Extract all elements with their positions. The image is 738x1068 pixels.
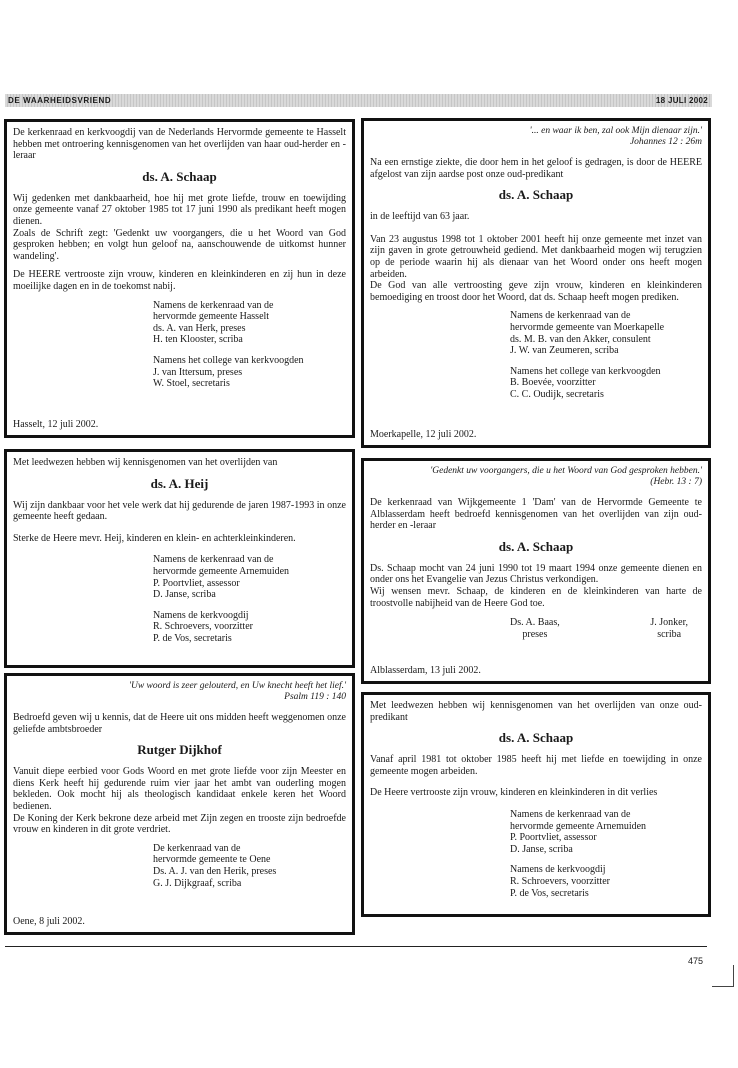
obituary-intro: Na een ernstige ziekte, die door hem in het geloof is gedragen, is door de HEERE afgelost van zijn aardse post onze oud-predikant [370,157,702,180]
obituary-name: ds. A. Schaap [498,187,574,203]
crop-mark [712,986,734,987]
signature-block: Namens de kerkvoogdij R. Schroevers, voorzitter P. de Vos, secretaris [153,609,253,644]
scripture-quote: '... en waar ik ben, zal ook Mijn dienaar zijn.' Johannes 12 : 26m [529,126,702,147]
obituary-paragraph: De Heere vertrooste zijn vrouw, kinderen en kleinkinderen in dit verlies [370,787,658,799]
obituary-name: ds. A. Schaap [498,538,574,554]
obituary-paragraph: De HEERE vertrooste zijn vrouw, kinderen en kleinkinderen en zij hun in deze moeilijke dagen en in de toekomst nabij. [13,269,346,292]
newspaper-header [5,94,712,107]
obituary-paragraph: Sterke de Heere mevr. Heij, kinderen en klein- en achterkleinkinderen. [13,532,296,544]
obituary-paragraph: Wij gedenken met dankbaarheid, hoe hij met grote liefde, trouw en toewijding onze gemeente vanaf 27 oktober 1985 tot 17 juni 1990 als predikant heeft mogen dienen. [13,192,346,227]
scripture-quote: 'Uw woord is zeer gelouterd, en Uw knecht heeft het lief.' Psalm 119 : 140 [128,681,346,702]
crop-mark [733,965,734,987]
obituary-intro: Met leedwezen hebben wij kennisgenomen van het overlijden van onze oud-predikant [370,700,702,723]
signature-block: Namens de kerkvoogdij R. Schroevers, voorzitter P. de Vos, secretaris [510,864,610,899]
obituary-intro: Met leedwezen hebben wij kennisgenomen van het overlijden van [13,457,278,468]
signature-block: Namens het college van kerkvoogden B. Boevée, voorzitter C. C. Oudijk, secretaris [510,365,661,400]
obituary-intro: De kerkenraad van Wijkgemeente 1 'Dam' van de Hervormde Gemeente te Alblasserdam heeft bedroefd kennisgenomen van het overlijden van zijn oud-herder en -leraar [370,497,702,532]
signature-block: Namens het college van kerkvoogden J. van Ittersum, preses W. Stoel, secretaris [153,354,304,390]
obituary-name: ds. A. Heij [150,475,209,491]
signature-block: De kerkenraad van de hervormde gemeente te Oene Ds. A. J. van den Herik, preses G. J. Dijkgraaf, scriba [153,842,277,889]
signature-block: Namens de kerkenraad van de hervormde gemeente Hasselt ds. A. van Herk, preses H. ten Klooster, scriba [153,299,274,346]
publication-title: DE WAARHEIDSVRIEND [8,96,112,105]
obituary-name: Rutger Dijkhof [137,742,222,758]
signature-block: Namens de kerkenraad van de hervormde gemeente van Moerkapelle ds. M. B. van den Akker, consulent J. W. van Zeumeren, scriba [510,310,665,357]
obituary-closing: Hasselt, 12 juli 2002. [13,419,99,431]
signature-block: Namens de kerkenraad van de hervormde gemeente Arnemuiden P. Poortvliet, assessor D. Janse, scriba [153,554,290,601]
obituary-intro: Bedroefd geven wij u kennis, dat de Heere uit ons midden heeft weggenomen onze geliefde ambtsbroeder [13,712,346,735]
signature-block [510,617,688,640]
signature-block: Namens de kerkenraad van de hervormde gemeente Arnemuiden P. Poortvliet, assessor D. Janse, scriba [510,808,647,855]
obituary-closing: Moerkapelle, 12 juli 2002. [370,429,477,441]
publication-date: 18 JULI 2002 [655,96,708,105]
obituary-age: in de leeftijd van 63 jaar. [370,211,470,223]
obituary-paragraph: Ds. Schaap mocht van 24 juni 1990 tot 19 maart 1994 onze gemeente dienen en onder ons het Evangelie van Jezus Christus verkondigen. [370,562,702,586]
obituary-hasselt [4,119,355,438]
obituary-paragraph: De Koning der Kerk bekrone deze arbeid met Zijn zegen en trooste zijn bedroefde vrouw en kinderen in dit grote verdriet. [13,812,346,836]
obituary-name: ds. A. Schaap [142,168,217,184]
obituary-alblasserdam [361,458,711,684]
footer-divider [5,946,707,947]
obituary-paragraph: Wij wensen mevr. Schaap, de kinderen en de kleinkinderen van harte de troostvolle nabijheid van de Heere God toe. [370,585,702,609]
obituary-closing: Alblasserdam, 13 juli 2002. [370,665,481,677]
obituary-paragraph: Zoals de Schrift zegt: 'Gedenkt uw voorgangers, die u het Woord van God gesproken hebben; en volgt hun geloof na, aanschouwende de uitkomst hunner wandeling'. [13,227,346,262]
obituary-intro: De kerkenraad en kerkvoogdij van de Nederlands Hervormde gemeente te Hasselt hebben met ontroering kennisgenomen van het overlijden van haar oud-herder en -leraar [13,127,346,162]
page-number: 475 [688,956,704,966]
signature-preses: Ds. A. Baas, preses [510,617,560,640]
obituary-arnemuiden [361,692,711,917]
obituary-moerkapelle [361,118,711,448]
scripture-quote: 'Gedenkt uw voorgangers, die u het Woord van God gesproken hebben.' (Hebr. 13 : 7) [430,466,702,487]
obituary-closing: Oene, 8 juli 2002. [13,916,85,928]
obituary-name: ds. A. Schaap [498,730,574,746]
obituary-paragraph: Vanuit diepe eerbied voor Gods Woord en met grote liefde voor zijn Meester en diens Kerk heeft hij gedurende ruim vier jaar het ambt van ouderling mogen bekleden. Ook mocht hij als theologisch kandidaat enkele keren het Woord bedienen. [13,766,346,812]
obituary-paragraph: De God van alle vertroosting geve zijn vrouw, kinderen en kleinkinderen bemoediging en troost door het Woord, dat ds. Schaap heeft mogen prediken. [370,280,702,303]
obituary-heij [4,449,355,668]
obituary-paragraph: Van 23 augustus 1998 tot 1 oktober 2001 heeft hij onze gemeente met inzet van zijn gaven in grote getrouwheid gediend. Met dankbaarheid mogen wij terugzien op de periode waarin hij als dienaar van het Woord onder ons heeft mogen arbeiden. [370,233,702,280]
obituary-dijkhof [4,673,355,935]
signature-scriba: J. Jonker, scriba [650,617,688,640]
obituary-paragraph: Vanaf april 1981 tot oktober 1985 heeft hij met liefde en toewijding in onze gemeente mogen arbeiden. [370,754,702,777]
obituary-paragraph: Wij zijn dankbaar voor het vele werk dat hij gedurende de jaren 1987-1993 in onze gemeente heeft gedaan. [13,499,346,523]
